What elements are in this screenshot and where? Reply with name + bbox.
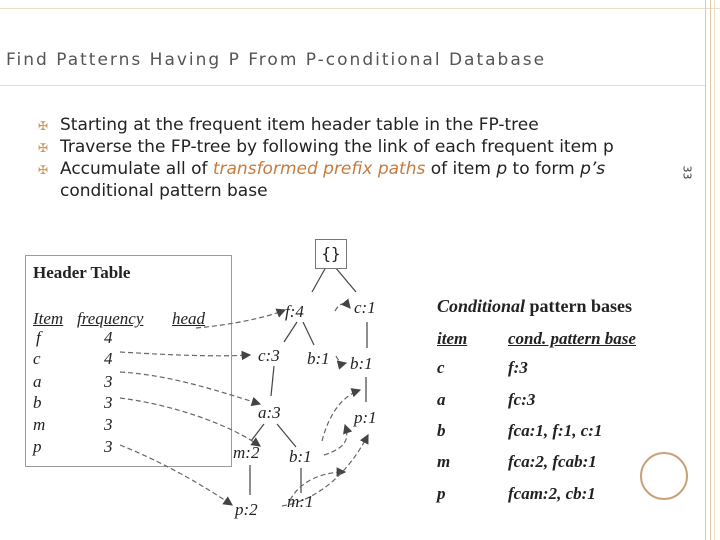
bullet-text-3-post: conditional pattern base [60, 181, 268, 201]
tree-edge [303, 322, 314, 345]
bullet-text-3-accent: transformed prefix paths [212, 159, 426, 179]
tree-node-c1: c:1 [354, 298, 376, 317]
tree-edge [312, 267, 326, 292]
cpb-row-base: f:3 [508, 358, 528, 377]
cpb-title [437, 296, 632, 317]
header-col-frequency: frequency [77, 309, 144, 328]
bullet-text-3-p: p [496, 159, 508, 179]
tree-edge [271, 366, 274, 396]
header-row-freq: 3 [104, 415, 113, 434]
header-row-freq: 3 [104, 437, 113, 456]
node-link [336, 356, 346, 363]
head-link [120, 372, 260, 404]
cpb-header-base: cond. pattern base [508, 329, 636, 348]
cpb-title-rest: pattern bases [525, 296, 633, 316]
tree-root: {} [315, 239, 347, 269]
head-link [120, 352, 250, 356]
node-link [324, 425, 347, 455]
tree-edge [277, 424, 296, 447]
bullet-text-3-mid: of item [425, 159, 497, 179]
cpb-row-base: fca:2, fcab:1 [508, 452, 597, 471]
cpb-row-item: c [437, 358, 445, 377]
header-col-head: head [172, 309, 206, 328]
header-row-freq: 4 [104, 349, 113, 368]
head-link [120, 398, 260, 446]
bullet-text-1: Starting at the frequent item header table in the FP-tree [60, 115, 539, 135]
header-row-item: p [33, 437, 42, 456]
slide-number: 33 [680, 165, 694, 180]
cpb-row-base: fcam:2, cb:1 [508, 484, 596, 503]
bullet-icon: ✠ [38, 119, 49, 133]
bullet-icon: ✠ [38, 141, 49, 155]
header-row-item: m [33, 415, 46, 434]
tree-node-p1: p:1 [354, 408, 377, 427]
cpb-header-item: item [437, 329, 468, 348]
header-row-item: f [36, 328, 41, 347]
header-row-freq: 3 [104, 393, 113, 412]
node-link [335, 304, 350, 311]
bullet-text-3-to: to form [507, 159, 581, 179]
header-row-item: c [33, 349, 41, 368]
slide-title: Find Patterns Having P From P-conditional Database [6, 50, 547, 70]
header-row-item: a [33, 372, 42, 391]
tree-node-f4: f:4 [285, 302, 304, 321]
tree-node-b1: b:1 [307, 349, 330, 368]
header-row-freq: 3 [104, 372, 113, 391]
tree-node-b1-lower: b:1 [289, 447, 312, 466]
head-link [120, 445, 232, 505]
bullet-icon: ✠ [38, 163, 49, 177]
head-link [196, 310, 285, 328]
tree-edge [335, 267, 356, 292]
tree-node-b1-right: b:1 [350, 354, 373, 373]
header-row-freq: 4 [104, 328, 113, 347]
tree-node-a3: a:3 [258, 403, 281, 422]
tree-edge [284, 322, 297, 342]
cpb-title-italic: Conditional [437, 296, 526, 316]
cpb-row-item: a [437, 390, 446, 409]
cpb-row-item: m [437, 452, 451, 471]
bullet-text-2: Traverse the FP-tree by following the link of each frequent item p [60, 137, 614, 157]
tree-node-p2: p:2 [235, 500, 258, 519]
cpb-row-base: fca:1, f:1, c:1 [508, 421, 603, 440]
header-col-item: Item [33, 309, 64, 328]
tree-edge [251, 424, 264, 441]
cpb-row-item: p [437, 484, 446, 503]
tree-node-c3: c:3 [258, 346, 280, 365]
bullet-text-3-pre: Accumulate all of [60, 159, 213, 179]
header-table-title: Header Table [33, 263, 131, 282]
bullet-text-3-ps: p’s [580, 159, 606, 179]
tree-node-m1: m:1 [287, 492, 314, 511]
cpb-row-item: b [437, 421, 446, 440]
cpb-row-base: fc:3 [508, 390, 536, 409]
header-row-item: b [33, 393, 42, 412]
tree-node-m2: m:2 [233, 443, 260, 462]
